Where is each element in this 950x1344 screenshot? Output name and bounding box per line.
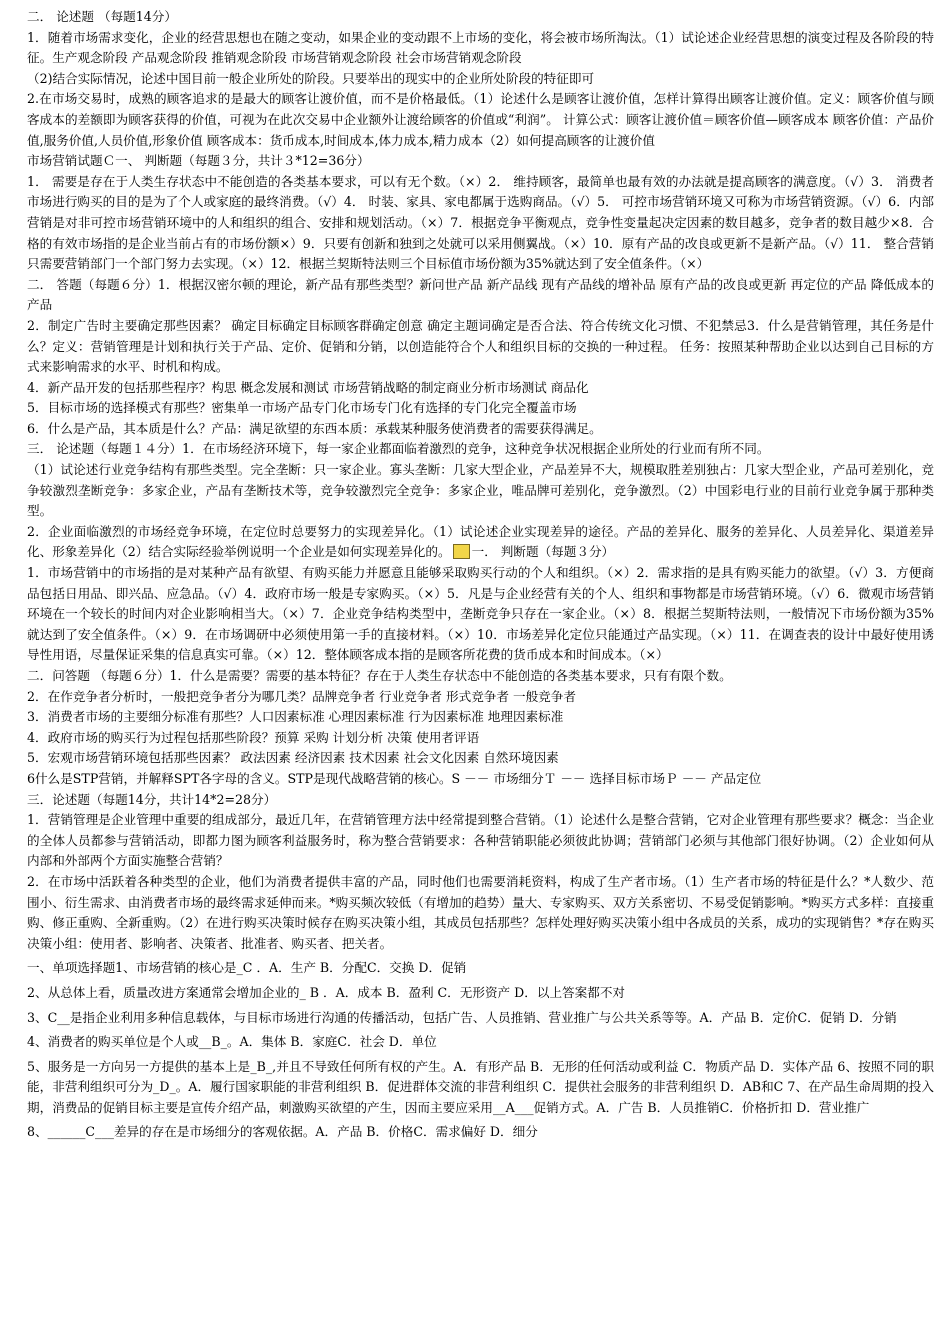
short-answer-question-1: 二． 答题（每题６分）1．根据汉密尔顿的理论，新产品有那些类型？新问世产品 新产品线 现有产品线的增补品 原有产品的改良或更新 再定位的产品 降低成本的产品 xyxy=(27,276,934,313)
short-answer-question-5: 5．目标市场的选择模式有那些？密集单一市场产品专门化市场专门化有选择的专门化完全覆盖市场 xyxy=(27,400,577,416)
qa-question-6: 6什么是STP营销，并解释SPT各字母的含义。STP是现代战略营销的核心。S －－ 市场细分Ｔ －－ 选择目标市场Ｐ －－ 产品定位 xyxy=(27,770,762,786)
essay-section-3-question-1-part-1: （1）试论述行业竞争结构有那些类型。完全垄断：只一家企业。寡头垄断：几家大型企业，产品差异不大，规模取胜差别独占：几家大型企业，产品可差别化，竞争较激烈垄断竞争：多家企业，产品有垄断技术等，竞争较激烈完全竞争：多家企业，唯品牌可差别化，竞争激烈。（2）中国彩电行业的目前行业竞争属于那种类型。 xyxy=(27,462,934,519)
qa-question-1: 二．问答题 （每题６分）1．什么是需要？需要的基本特征？存在于人类生存状态中不能创造的各类基本要求，只有有限个数。 xyxy=(27,668,732,683)
exam-c-true-false-heading: 市场营销试题Ｃ一、 判断题（每题３分，共计３*12=36分） xyxy=(27,153,370,169)
short-answer-question-4: 4．新产品开发的包括那些程序？构思 概念发展和测试 市场营销战略的制定商业分析市场测试 商品化 xyxy=(27,379,589,395)
essay-question-1-part-2: （2)结合实际情况，论述中国目前一般企业所处的阶段。只要举出的现实中的企业所处阶段的特征即可 xyxy=(27,70,595,86)
essay-3-question-2: 2．在市场中活跃着各种类型的企业，他们为消费者提供丰富的产品，同时他们也需要消耗资料，构成了生产者市场。（1）生产者市场的特征是什么？*人数少、范围小、衍生需求、由消费者市场的最终需求延伸而来。*购买频次较低（有增加的趋势）量大、专家购买、双方关系密切、不易受促销影响。*购买方式多样：直接重购、修正重购、全新重购。（2）在进行购买决策时候存在购买决策小组，其成员包括那些？怎样处理好购买决策小组中各成员的关系，成功的实现销售？*存在购买决策小组：使用者、影响者、决策者、批准者、购买者、把关者。 xyxy=(27,873,934,951)
qa-question-4: 4．政府市场的购买行为过程包括那些阶段？预算 采购 计划分析 决策 使用者评语 xyxy=(27,729,480,745)
essay-question-1: 1．随着市场需求变化，企业的经营思想也在随之变动，如果企业的变动跟不上市场的变化，将会被市场所淘汰。（1）试论述企业经营思想的演变过程及各阶段的特征。生产观念阶段 产品观念阶段 推销观念阶段 市场营销观念阶段 社会市场营销观念阶段 xyxy=(27,29,934,66)
short-answer-question-2-3: 2．制定广告时主要确定那些因素？ 确定目标确定目标顾客群确定创意 确定主题词确定是否合法、符合传统文化习惯、不犯禁忌3．什么是营销管理，其任务是什么？定义：营销管理是计划和执行关于产品、定价、促销和分销，以创造能符合个人和组织目标的交换的一种过程。 任务：按照某种帮助企业以达到自己目标的方式来影响需求的水平、时机和构成。 xyxy=(27,317,934,375)
essay-heading-3: 三．论述题（每题14分，共计14*2=28分） xyxy=(27,791,277,807)
exam-c-true-false-items: 1． 需要是存在于人类生存状态中不能创造的各类基本要求，可以有无个数。（×）2． 维持顾客，最简单也最有效的办法就是提高顾客的满意度。（√）3． 消费者市场进行购买的目的是为了个人或家庭的最终消费。（√）4． 时装、家具、家电都属于选购商品。（√）5． 可控市场营销环境又可称为市场营销资源。（√）6．内部营销是对非可控市场营销环境中的人和组织的组合、安排和规划活动。（×）7．根据竞争平衡观点，竞争性变量起决定因素的数目越多，竞争者的数目越少×8．合格的有效市场指的是企业当前占有的市场份额×）9．只要有创新和独到之处就可以采用侧翼战。（×）10．原有产品的改良或更新不是新产品。（√）11． 整合营销只需要营销部门一个部门努力去实现。（×）12．根据兰契斯特法则三个目标值市场份额为35%就达到了安全值条件。（×） xyxy=(27,173,934,272)
embedded-image-icon xyxy=(453,544,470,559)
qa-question-2: 2．在作竞争者分析时，一般把竞争者分为哪几类？品牌竞争者 行业竞争者 形式竞争者 一般竞争者 xyxy=(27,688,576,704)
essay-3-question-1: 1．营销管理是企业管理中重要的组成部分，最近几年，在营销管理方法中经常提到整合营销。（1）论述什么是整合营销，它对企业管理有那些要求？概念：当企业的全体人员都参与营销活动，即都力图为顾客利益服务时，称为整合营销要求：各种营销职能必须彼此协调；营销部门必须与其他部门很好协调。（2）企业如何从内部和外部两个方面实施整合营销？ xyxy=(27,812,934,869)
mcq-question-1: 一、单项选择题1、市场营销的核心是_C ．A．生产 B．分配C．交换 D．促销 xyxy=(27,960,467,976)
essay-section-3-question-1: 三． 论述题（每题１４分）1．在市场经济环境下，每一家企业都面临着激烈的竞争，这种竞争状况根据企业所处的行业而有所不同。 xyxy=(27,441,770,457)
essay-section-3-question-2 xyxy=(27,522,934,563)
short-answer-question-6: 6．什么是产品，其本质是什么？产品：满足欲望的东西本质：承载某种服务使消费者的需要获得满足。 xyxy=(27,420,602,436)
qa-question-5: 5．宏观市场营销环境包括那些因素？ 政法因素 经济因素 技术因素 社会文化因素 自然环境因素 xyxy=(27,750,559,766)
essay-section-3-question-2-text: 2．企业面临激烈的市场经竞争环境，在定位时总要努力的实现差异化。（1）试论述企业实现差异的途径。产品的差异化、服务的差异化、人员差异化、渠道差异化、形象差异化（2）结合实际经验举例说明一个企业是如何实现差异化的。 xyxy=(27,523,934,560)
qa-question-3: 3．消费者市场的主要细分标准有那些？人口因素标准 心理因素标准 行为因素标准 地理因素标准 xyxy=(27,709,564,725)
true-false-items-2: 1．市场营销中的市场指的是对某种产品有欲望、有购买能力并愿意且能够采取购买行动的个人和组织。（×）2．需求指的是具有购买能力的欲望。（√）3．方便商品包括日用品、即兴品、应急品。（√）4．政府市场一般是专家购买。（×）5．凡是与企业经营有关的个人、组织和事物都是市场营销环境。（√）6．微观市场营销环境在一个较长的时间内对企业影响相当大。（×）7．企业竞争结构类型中，垄断竞争只存在一家企业。（×）8．根据兰契斯特法则，一般情况下市场份额为35%就达到了安全值条件。（×）9．在市场调研中必须使用第一手的直接材料。（×）10．市场差异化定位只能通过产品实现。（×）11．在调查表的设计中最好使用诱导性用语，尽量保证采集的信息真实可靠。（×）12．整体顾客成本指的是顾客所花费的货币成本和时间成本。（×） xyxy=(27,565,934,663)
mcq-question-5-7: 5、服务是一方向另一方提供的基本上是_B_,并且不导致任何所有权的产生。A．有形产品 B．无形的任何活动或利益 C．物质产品 D．实体产品 6、按照不同的职能，非营利组织可分为_D_。A．履行国家职能的非营利组织 B．促进群体交流的非营利组织 C．提供社会服务的非营利组织 D．AB和C 7、在产品生命周期的投入期，消费品的促销目标主要是宣传介绍产品，刺激购买欲望的产生，因而主要应采用__A___促销方式。A．广告 B．人员推销C．价格折扣 D．营业推广 xyxy=(27,1058,934,1115)
true-false-heading-2: 一． 判断题（每题３分） xyxy=(471,544,615,560)
section-heading-essay: 二． 论述题 （每题14分） xyxy=(27,9,177,24)
mcq-question-2: 2、从总体上看，质量改进方案通常会增加企业的_ B ．A．成本 B．盈利 C．无形资产 D．以上答案都不对 xyxy=(27,984,626,1000)
mcq-question-4: 4、消费者的购买单位是个人或__B_。A．集体 B．家庭C．社会 D．单位 xyxy=(27,1034,437,1050)
essay-question-2: 2.在市场交易时，成熟的顾客追求的是最大的顾客让渡价值，而不是价格最低。（1）论述什么是顾客让渡价值，怎样计算得出顾客让渡价值。定义：顾客价值与顾客成本的差额即为顾客获得的价值，可视为在此次交易中企业额外让渡给顾客的价值或“利润”。 计算公式：顾客让渡价值＝顾客价值—顾客成本 顾客价值：产品价值,服务价值,人员价值,形象价值 顾客成本：货币成本,时间成本,体力成本,精力成本（2）如何提高顾客的让渡价值 xyxy=(27,91,934,148)
mcq-question-8: 8、______C___差异的存在是市场细分的客观依据。A．产品 B．价格C．需求偏好 D．细分 xyxy=(27,1124,538,1140)
mcq-question-3: 3、C__是指企业利用多种信息载体，与目标市场进行沟通的传播活动，包括广告、人员推销、营业推广与公共关系等等。A．产品 B．定价C．促销 D．分销 xyxy=(27,1009,897,1025)
